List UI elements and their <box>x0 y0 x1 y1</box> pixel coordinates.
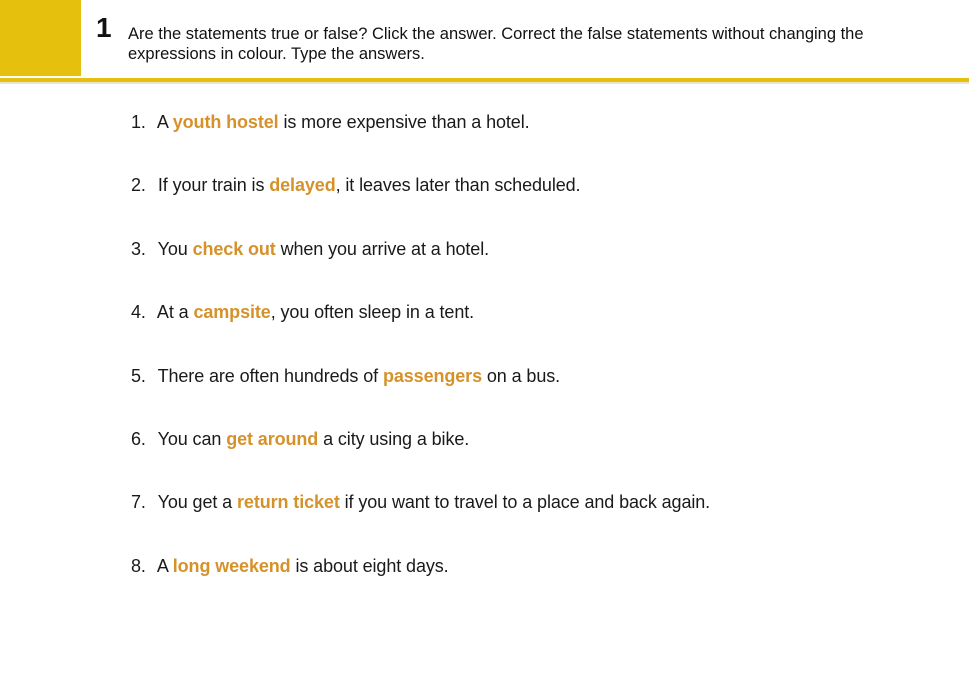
question-expression: get around <box>226 428 319 449</box>
question-text-before: A <box>156 112 173 132</box>
exercise-instructions: Are the statements true or false? Click the answer. Correct the false statements without changing the expressions in colour. Type the answers. <box>128 25 864 63</box>
header-accent-block <box>0 0 81 76</box>
question-item <box>131 488 710 551</box>
question-text-before: A <box>156 555 173 576</box>
question-expression: delayed <box>269 175 336 196</box>
question-text-before: You can <box>157 428 227 449</box>
question-item <box>131 362 710 425</box>
question-number: 1. <box>131 112 146 132</box>
question-text-after: is more expensive than a hotel. <box>278 112 530 132</box>
question-text-before: You get a <box>157 492 237 513</box>
question-number: 3. <box>131 238 146 259</box>
question-text-after: , you often sleep in a tent. <box>270 302 475 323</box>
exercise-number: 1 <box>96 12 112 43</box>
question-expression: long weekend <box>172 555 291 576</box>
question-expression: return ticket <box>237 492 340 513</box>
question-text-after: if you want to travel to a place and back again. <box>339 492 711 513</box>
question-item <box>131 235 710 298</box>
question-text-before: There are often hundreds of <box>157 365 383 386</box>
question-text-after: a city using a bike. <box>318 428 470 449</box>
question-item <box>131 552 710 615</box>
question-text-before: You <box>157 238 193 259</box>
question-text-before: If your train is <box>157 175 270 196</box>
question-expression: campsite <box>193 302 271 323</box>
question-text-after: on a bus. <box>482 365 561 386</box>
question-list <box>131 108 710 615</box>
question-number: 5. <box>131 365 146 386</box>
question-number: 8. <box>131 555 146 576</box>
question-item <box>131 298 710 361</box>
question-number: 6. <box>131 428 146 449</box>
question-text-after: when you arrive at a hotel. <box>275 238 490 259</box>
question-text-after: is about eight days. <box>290 555 449 576</box>
question-number: 4. <box>131 302 146 323</box>
question-number: 2. <box>131 175 146 196</box>
question-text-before: At a <box>156 302 194 323</box>
question-expression: youth hostel <box>172 112 279 132</box>
question-item <box>131 171 710 234</box>
question-expression: passengers <box>382 365 482 386</box>
question-number: 7. <box>131 492 146 513</box>
header-divider-shadow <box>0 82 969 84</box>
question-text-after: , it leaves later than scheduled. <box>335 175 581 196</box>
question-expression: check out <box>192 238 276 259</box>
question-item <box>131 108 710 171</box>
question-item <box>131 425 710 488</box>
